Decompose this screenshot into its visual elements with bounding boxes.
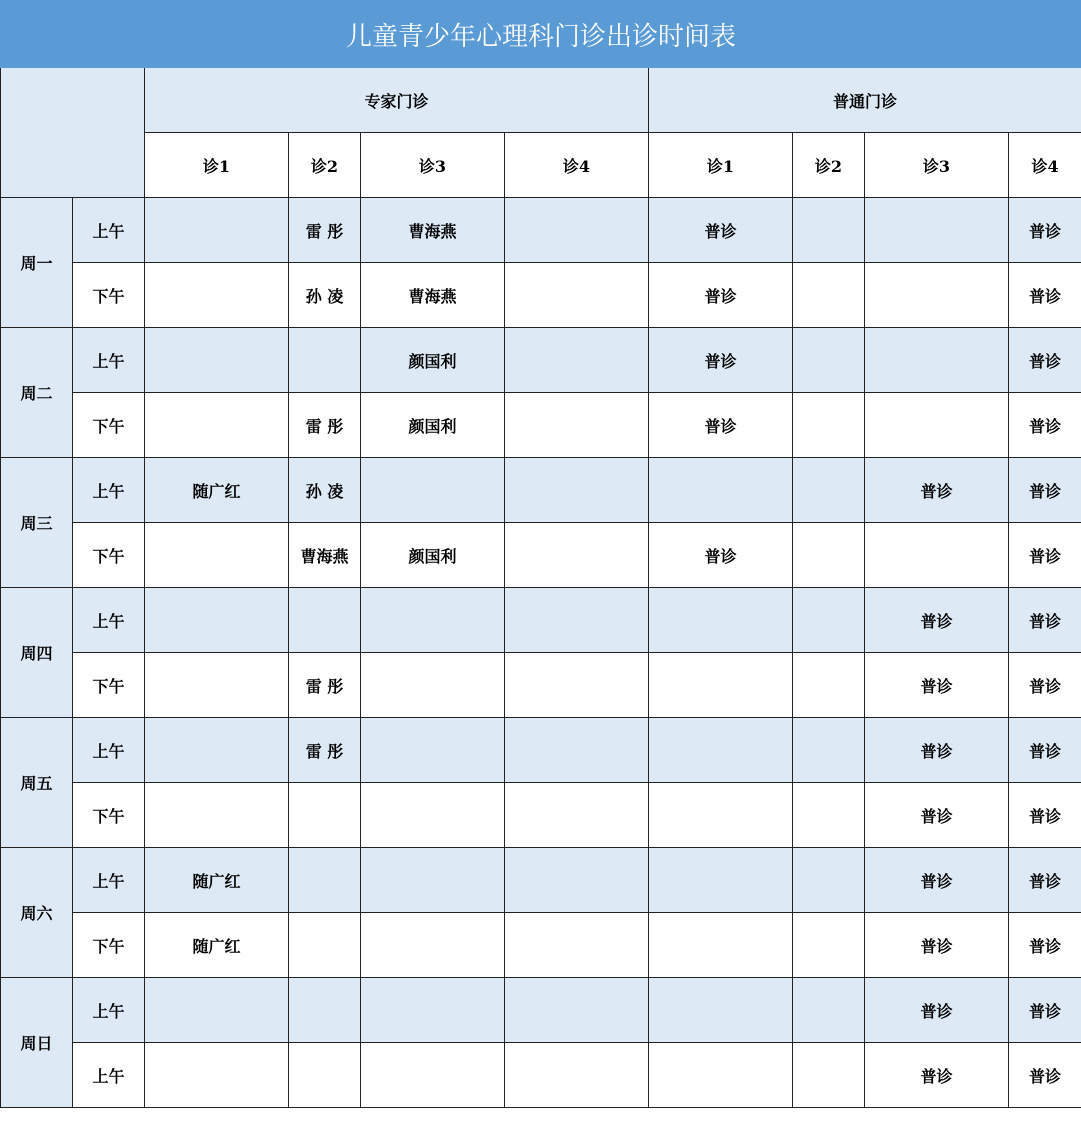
schedule-cell [793,328,865,393]
schedule-cell: 普诊 [1009,523,1081,588]
period-label: 上午 [73,588,145,653]
schedule-cell: 孙 凌 [289,263,361,328]
schedule-cell [505,848,649,913]
schedule-cell [793,913,865,978]
schedule-cell [145,718,289,783]
schedule-cell: 普诊 [865,978,1009,1043]
schedule-cell: 普诊 [649,198,793,263]
schedule-cell: 普诊 [649,393,793,458]
slot-header-row [1,133,1081,198]
schedule-cell: 颜国利 [361,393,505,458]
schedule-cell [865,523,1009,588]
schedule-cell: 雷 彤 [289,198,361,263]
schedule-cell [361,1043,505,1108]
schedule-cell [793,848,865,913]
title-row [1,1,1081,68]
schedule-cell [361,913,505,978]
schedule-cell [649,1043,793,1108]
schedule-cell [793,523,865,588]
schedule-cell: 随广红 [145,848,289,913]
schedule-cell [361,783,505,848]
table-row [1,523,1081,588]
schedule-cell [649,718,793,783]
slot-header-general-4: 诊4 [1009,133,1081,198]
schedule-cell [793,588,865,653]
schedule-cell: 颜国利 [361,328,505,393]
schedule-cell: 普诊 [1009,393,1081,458]
schedule-cell [649,913,793,978]
schedule-cell: 普诊 [649,328,793,393]
schedule-cell [793,978,865,1043]
schedule-cell [289,848,361,913]
schedule-cell [505,263,649,328]
schedule-cell [361,978,505,1043]
schedule-cell: 普诊 [1009,978,1081,1043]
slot-header-general-3: 诊3 [865,133,1009,198]
table-row [1,718,1081,783]
schedule-cell: 普诊 [1009,718,1081,783]
table-row [1,198,1081,263]
schedule-cell [793,393,865,458]
period-label: 上午 [73,198,145,263]
schedule-cell [145,263,289,328]
group-header-row [1,68,1081,133]
schedule-cell: 普诊 [865,1043,1009,1108]
schedule-cell: 曹海燕 [361,263,505,328]
period-label: 上午 [73,848,145,913]
table-row [1,978,1081,1043]
table-row [1,653,1081,718]
schedule-cell [505,783,649,848]
schedule-cell: 普诊 [1009,913,1081,978]
schedule-cell [505,393,649,458]
schedule-cell [289,913,361,978]
slot-header-general-2: 诊2 [793,133,865,198]
table-row [1,263,1081,328]
schedule-cell [865,198,1009,263]
group-header-general: 普通门诊 [649,68,1081,133]
schedule-cell: 普诊 [1009,783,1081,848]
period-label: 上午 [73,1043,145,1108]
schedule-cell: 普诊 [1009,848,1081,913]
schedule-cell: 雷 彤 [289,393,361,458]
schedule-cell: 随广红 [145,458,289,523]
schedule-cell [289,1043,361,1108]
schedule-cell [145,393,289,458]
schedule-cell [289,588,361,653]
schedule-cell: 普诊 [1009,588,1081,653]
schedule-cell: 普诊 [1009,198,1081,263]
schedule-cell [145,978,289,1043]
day-label: 周一 [1,198,73,328]
schedule-cell: 普诊 [1009,653,1081,718]
period-label: 下午 [73,783,145,848]
schedule-cell [505,588,649,653]
period-label: 下午 [73,523,145,588]
schedule-cell [505,653,649,718]
period-label: 上午 [73,718,145,783]
schedule-cell: 普诊 [865,848,1009,913]
table-row [1,783,1081,848]
schedule-cell [289,783,361,848]
schedule-cell [649,978,793,1043]
schedule-cell [289,978,361,1043]
schedule-cell: 普诊 [865,588,1009,653]
schedule-cell: 雷 彤 [289,718,361,783]
schedule-cell: 普诊 [865,718,1009,783]
schedule-cell [505,1043,649,1108]
period-label: 上午 [73,978,145,1043]
table-row [1,393,1081,458]
day-label: 周三 [1,458,73,588]
schedule-cell: 普诊 [865,913,1009,978]
schedule-cell [649,653,793,718]
schedule-cell [505,328,649,393]
table-row [1,458,1081,523]
period-label: 下午 [73,653,145,718]
schedule-cell: 颜国利 [361,523,505,588]
schedule-cell: 雷 彤 [289,653,361,718]
schedule-cell [145,328,289,393]
day-label: 周二 [1,328,73,458]
schedule-cell [793,198,865,263]
table-row [1,1043,1081,1108]
schedule-cell [361,848,505,913]
slot-header-expert-4: 诊4 [505,133,649,198]
schedule-cell: 随广红 [145,913,289,978]
schedule-cell [865,393,1009,458]
schedule-cell: 普诊 [1009,263,1081,328]
schedule-cell [649,848,793,913]
schedule-cell [145,653,289,718]
schedule-cell [865,263,1009,328]
schedule-cell [505,718,649,783]
schedule-cell [793,458,865,523]
day-label: 周四 [1,588,73,718]
schedule-cell [361,458,505,523]
corner-cell [1,68,145,198]
schedule-cell [865,328,1009,393]
schedule-cell [649,458,793,523]
period-label: 上午 [73,328,145,393]
schedule-cell [145,198,289,263]
schedule-cell [145,783,289,848]
schedule-cell [145,588,289,653]
period-label: 上午 [73,458,145,523]
slot-header-expert-1: 诊1 [145,133,289,198]
schedule-cell: 普诊 [1009,458,1081,523]
schedule-cell [649,588,793,653]
schedule-cell [505,523,649,588]
schedule-cell: 曹海燕 [289,523,361,588]
schedule-cell: 孙 凌 [289,458,361,523]
schedule-cell [361,653,505,718]
schedule-cell [649,783,793,848]
slot-header-general-1: 诊1 [649,133,793,198]
schedule-cell: 普诊 [865,458,1009,523]
schedule-cell: 普诊 [649,523,793,588]
schedule-cell [505,978,649,1043]
table-row [1,328,1081,393]
schedule-cell [361,718,505,783]
schedule-cell: 普诊 [649,263,793,328]
schedule-cell: 普诊 [865,653,1009,718]
slot-header-expert-2: 诊2 [289,133,361,198]
schedule-cell: 普诊 [1009,328,1081,393]
schedule-cell [793,783,865,848]
period-label: 下午 [73,263,145,328]
schedule-cell: 普诊 [865,783,1009,848]
period-label: 下午 [73,913,145,978]
schedule-cell [505,198,649,263]
schedule-cell [289,328,361,393]
schedule-cell [361,588,505,653]
schedule-cell [145,523,289,588]
slot-header-expert-3: 诊3 [361,133,505,198]
schedule-cell [505,458,649,523]
schedule-cell: 普诊 [1009,1043,1081,1108]
schedule-cell [145,1043,289,1108]
day-label: 周五 [1,718,73,848]
schedule-body [1,1,1081,1108]
schedule-cell: 曹海燕 [361,198,505,263]
period-label: 下午 [73,393,145,458]
schedule-cell [793,263,865,328]
day-label: 周六 [1,848,73,978]
table-row [1,848,1081,913]
table-row [1,913,1081,978]
page-title: 儿童青少年心理科门诊出诊时间表 [1,1,1081,68]
schedule-cell [793,653,865,718]
table-row [1,588,1081,653]
schedule-cell [793,1043,865,1108]
schedule-cell [793,718,865,783]
day-label: 周日 [1,978,73,1108]
group-header-expert: 专家门诊 [145,68,649,133]
schedule-cell [505,913,649,978]
